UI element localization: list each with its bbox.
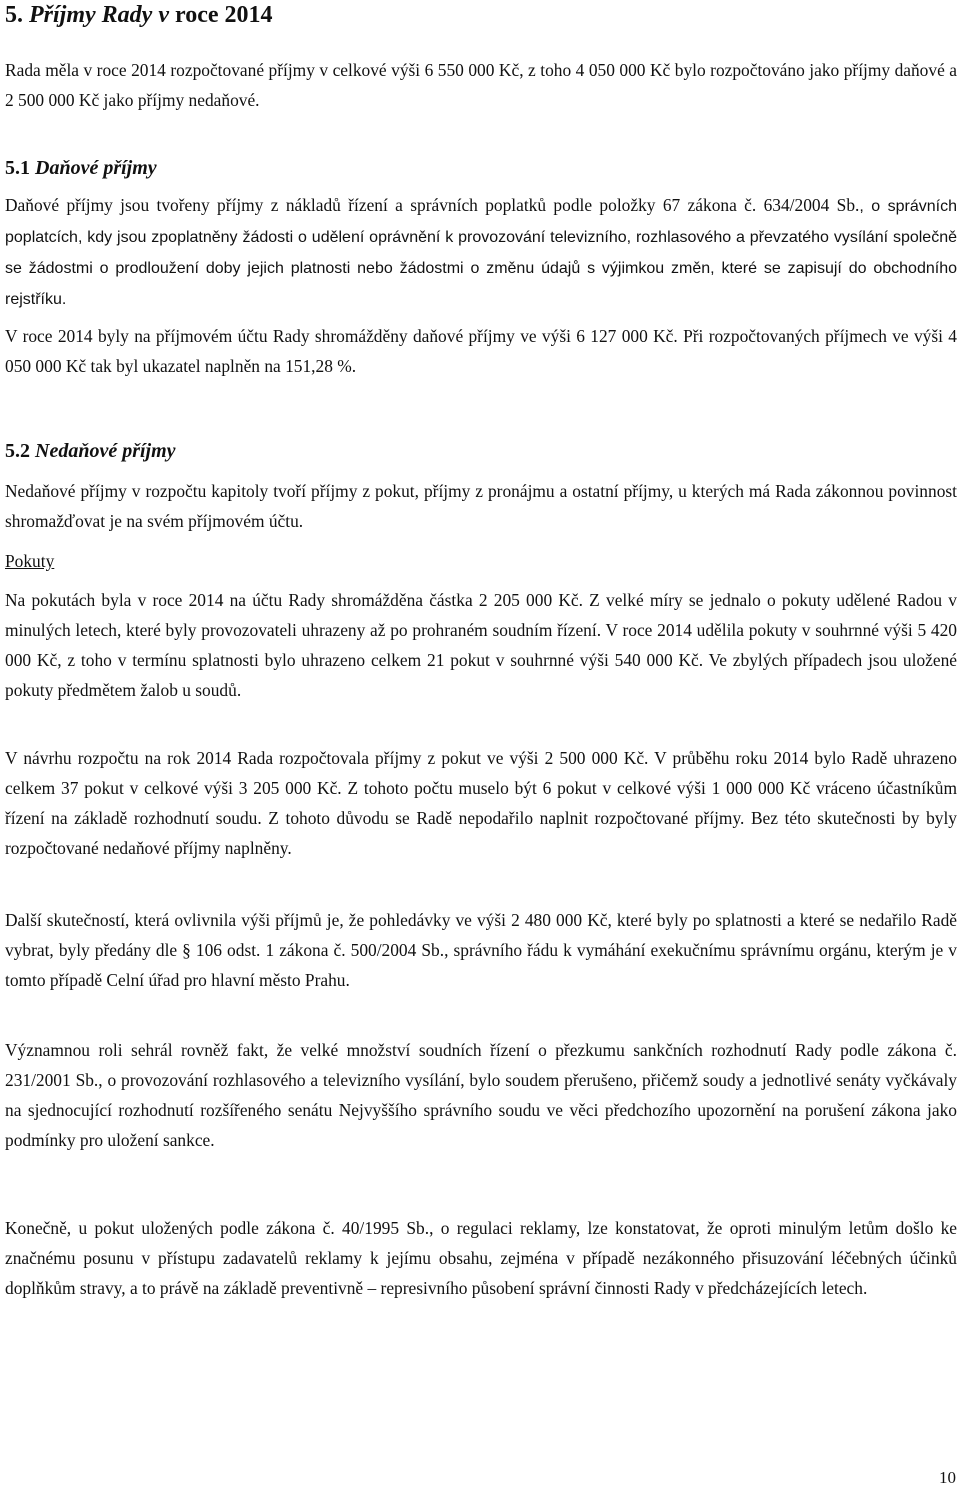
section-5-2-paragraph-6: Konečně, u pokut uložených podle zákona č. 40/1995 Sb., o regulaci reklamy, lze konstatovat, že oproti minulým letům došlo ke značnému posunu v přístupu zadavatelů reklamy k jejímu obsahu, zejména v případě nezákonného přisuzování léčebných účinků doplňkům stravy, a to právě na základě preventivně – represivního působení správní činnosti Rady v předcházejících letech. [5,1218,957,1298]
section-5-2-number: 5.2 [5,440,30,462]
section-5-1-paragraph-1-rest: , o správních poplatcích, kdy jsou zpoplatněny žádosti o udělení oprávnění k provozování televizního, rozhlasového a převzatého vysílání společně se žádostmi o prodloužení doby jejich platnosti nebo žádostmi o změnu údajů s výjimkou změn, které se zapisují do obchodního rejstříku. [5,198,957,308]
section-5-1-heading [5,155,157,181]
section-5-2-paragraph-4: Další skutečností, která ovlivnila výši příjmů je, že pohledávky ve výši 2 480 000 Kč, které byly po splatnosti a které se nedařilo Radě vybrat, byly předány dle § 106 odst. 1 zákona č. 500/2004 Sb., správního řádu k vymáhání exekučnímu správnímu orgánu, kterým je v tomto případě Celní úřad pro hlavní město Prahu. [5,910,957,990]
main-heading [5,0,273,30]
page-number: 10 [939,1468,956,1487]
section-5-1-paragraph-1 [5,191,957,315]
section-5-2-paragraph-2: Na pokutách byla v roce 2014 na účtu Rady shromážděna částka 2 205 000 Kč. Z velké míry se jednalo o pokuty udělené Radou v minulých letech, které byly provozovateli uhrazeny až po prohraném soudním řízení. V roce 2014 udělila pokuty v souhrnné výši 5 420 000 Kč, z toho v termínu splatnosti bylo uhrazeno celkem 21 pokut v souhrnné výši 540 000 Kč. Ve zbylých případech jsou uložené pokuty předmětem žalob u soudů. [5,590,957,700]
section-5-2-heading [5,438,176,464]
section-5-2-title: Nedaňové příjmy [35,440,176,462]
section-5-2-paragraph-1: Nedaňové příjmy v rozpočtu kapitoly tvoří příjmy z pokut, příjmy z pronájmu a ostatní příjmy, u kterých má Rada zákonnou povinnost shromažďovat je na svém příjmovém účtu. [5,481,957,531]
section-5-1-number: 5.1 [5,157,30,179]
pokuty-subheading: Pokuty [5,551,55,571]
intro-paragraph: Rada měla v roce 2014 rozpočtované příjmy v celkové výši 6 550 000 Kč, z toho 4 050 000 Kč bylo rozpočtováno jako příjmy daňové a 2 500 000 Kč jako příjmy nedaňové. [5,60,957,110]
main-heading-italic: Příjmy Rady v [29,2,169,28]
section-5-1-paragraph-1-start: Daňové příjmy jsou tvořeny příjmy z nákladů řízení a správních poplatků podle položky 67 zákona č. 634/2004 Sb. [5,195,860,215]
main-heading-rest: roce 2014 [174,2,273,28]
section-5-2-paragraph-3: V návrhu rozpočtu na rok 2014 Rada rozpočtovala příjmy z pokut ve výši 2 500 000 Kč. V průběhu roku 2014 bylo Radě uhrazeno celkem 37 pokut v celkové výši 3 205 000 Kč. Z tohoto počtu muselo být 6 pokut v celkové výši 1 000 000 Kč vráceno účastníkům řízení na základě rozhodnutí soudu. Z tohoto důvodu se Radě nepodařilo naplnit rozpočtované příjmy. Bez této skutečnosti by byly rozpočtované nedaňové příjmy naplněny. [5,748,957,858]
section-5-1-paragraph-2: V roce 2014 byly na příjmovém účtu Rady shromážděny daňové příjmy ve výši 6 127 000 Kč. Při rozpočtovaných příjmech ve výši 4 050 000 Kč tak byl ukazatel naplněn na 151,28 %. [5,326,957,376]
main-heading-number: 5. [5,2,23,28]
section-5-2-paragraph-5: Významnou roli sehrál rovněž fakt, že velké množství soudních řízení o přezkumu sankčních rozhodnutí Rady podle zákona č. 231/2001 Sb., o provozování rozhlasového a televizního vysílání, bylo soudem přerušeno, přičemž soudy a jednotlivé senáty vyčkávaly na sjednocující rozhodnutí rozšířeného senátu Nejvyššího správního soudu ve věci předchozího upozornění na porušení zákona jako podmínky pro uložení sankce. [5,1040,957,1150]
section-5-1-title: Daňové příjmy [35,157,157,179]
